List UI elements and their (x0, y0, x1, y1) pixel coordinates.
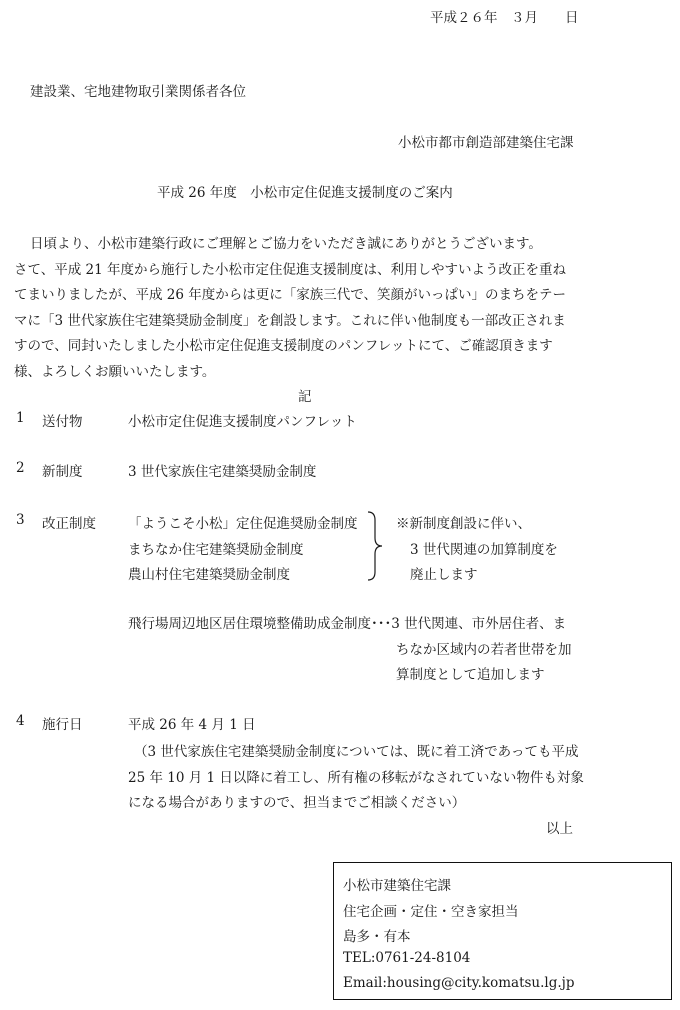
sender-department: 小松市都市創造部建築住宅課 (398, 135, 574, 151)
contact-names: 島多・有本 (343, 929, 411, 945)
list-item-enclosure (0, 410, 680, 430)
item-number: 3 (16, 512, 25, 528)
ki-heading: 記 (298, 389, 312, 405)
effective-date-note: （3 世代家族住宅建築奨励金制度については、既に着工済であっても平成 (134, 744, 579, 760)
airfield-subsidy-continuation: 算制度として追加します (396, 667, 545, 683)
item-label: 新制度 (42, 464, 83, 480)
item-label: 改正制度 (42, 516, 96, 532)
body-line: さて、平成 21 年度から施行した小松市定住促進支援制度は、利用しやすいよう改正を重ね (14, 261, 566, 278)
revision-note: ※新制度創設に伴い、 (396, 516, 531, 532)
document-title: 平成 26 年度 小松市定住促進支援制度のご案内 (157, 185, 453, 201)
body-line: すので、同封いたしました小松市定住促進支援制度のパンフレットにて、ご確認頂きます (14, 338, 553, 355)
item-value: 平成 26 年 4 月 1 日 (128, 717, 256, 733)
item-label: 送付物 (42, 414, 83, 430)
body-line: 日頃より、小松市建築行政にご理解とご協力をいただき誠にありがとうございます。 (30, 236, 542, 252)
revised-system-name: 農山村住宅建築奨励金制度 (128, 567, 290, 583)
revision-note: 廃止します (410, 567, 478, 583)
item-value: 3 世代家族住宅建築奨励金制度 (128, 464, 317, 480)
contact-role: 住宅企画・定住・空き家担当 (343, 904, 519, 920)
item-number: 4 (16, 713, 25, 729)
item-number: 2 (16, 460, 25, 476)
document-date: 平成２６年 ３月 日 (430, 10, 579, 26)
revised-system-name: 「ようこそ小松」定住促進奨励金制度 (128, 516, 358, 532)
recipient-line: 建設業、宅地建物取引業関係者各位 (30, 84, 246, 100)
revised-system-name: まちなか住宅建築奨励金制度 (128, 542, 304, 558)
contact-box (333, 862, 672, 1000)
body-line: マに「3 世代家族住宅建築奨励金制度」を創設します。これに伴い他制度も一部改正されま (14, 312, 566, 329)
contact-phone: TEL:0761-24-8104 (343, 950, 471, 966)
airfield-subsidy-continuation: ちなか区域内の若者世帯を加 (396, 642, 572, 658)
body-line: 様、よろしくお願いいたします。 (14, 363, 216, 380)
body-paragraph (14, 232, 614, 386)
contact-department: 小松市建築住宅課 (343, 878, 451, 894)
list-item-effective-date (0, 713, 680, 733)
item-number: 1 (16, 410, 25, 426)
body-line: てまいりましたが、平成 26 年度からは更に「家族三代で、笑顔がいっぱい」のまちをテー (14, 287, 566, 304)
list-item-new-system (0, 460, 680, 480)
closing-mark: 以上 (546, 821, 573, 837)
contact-email: Email:housing@city.komatsu.lg.jp (343, 975, 575, 991)
item-label: 施行日 (42, 717, 83, 733)
effective-date-note: 25 年 10 月 1 日以降に着工し、所有権の移転がなされていない物件も対象 (128, 770, 584, 786)
item-value: 小松市定住促進支援制度パンフレット (128, 414, 357, 430)
effective-date-note: になる場合がありますので、担当までご相談ください） (128, 795, 466, 811)
right-brace-icon (366, 510, 386, 582)
airfield-subsidy-line: 飛行場周辺地区居住環境整備助成金制度･･･3 世代関連、市外居住者、ま (128, 616, 567, 632)
revision-note: 3 世代関連の加算制度を (410, 542, 558, 558)
